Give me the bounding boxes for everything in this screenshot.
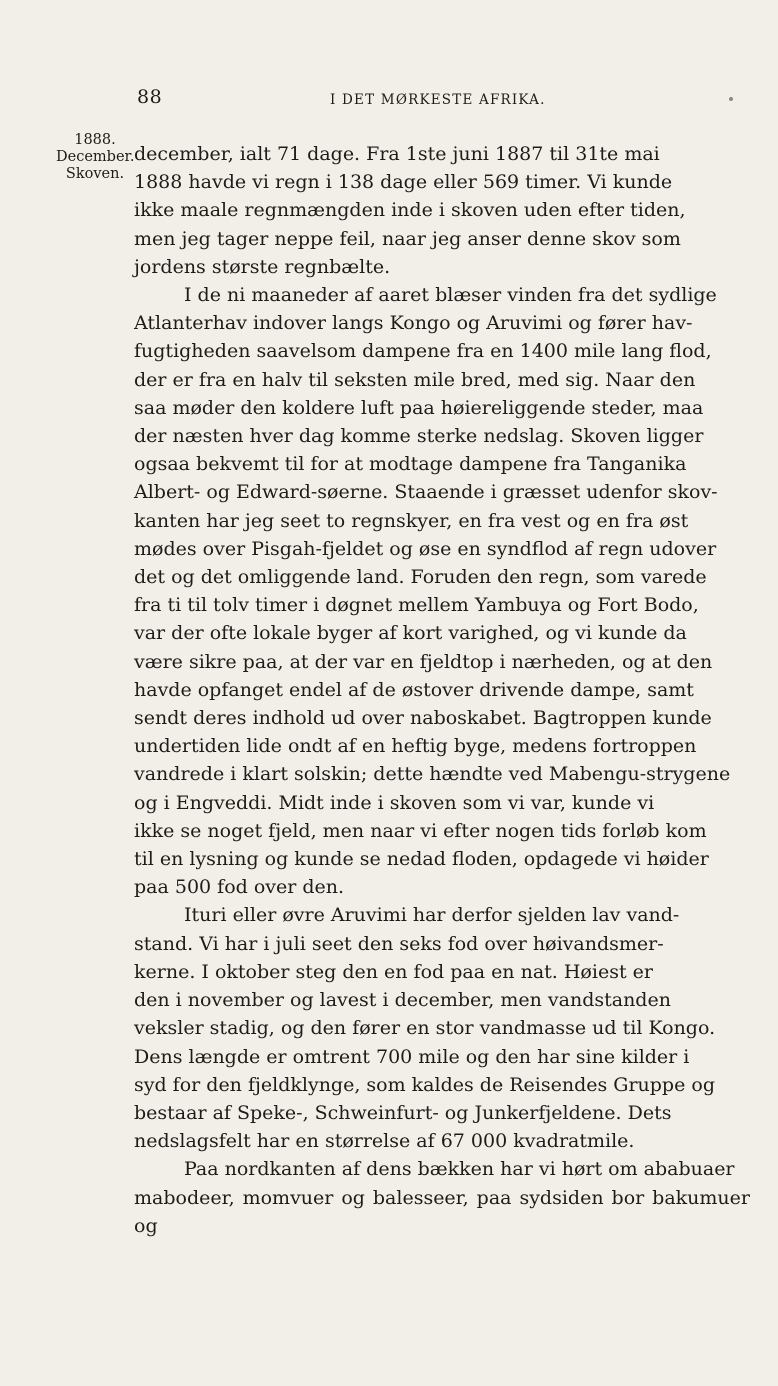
body-text (134, 140, 750, 1240)
paragraph-4: Paa nordkanten af dens bækken har vi hørt om ababuaer mabodeer, momvuer og balesseer, paa sydsiden bor bakumuer og (134, 1158, 750, 1237)
page-speck (729, 97, 733, 101)
paragraph-3: Ituri eller øvre Aruvimi har derfor sjelden lav vand- stand. Vi har i juli seet den seks fod over høivandsmer- kerne. I oktober steg den en fod paa en nat. Høiest er den i november og lavest i december, men vandstanden veksler stadig, og den fører en stor vandmasse ud til Kongo. Dens længde er omtrent 700 mile og den har sine kilder i syd for den fjeldklynge, som kaldes de Reisendes Gruppe og bestaar af Speke-, Schweinfurt- og Junkerfjeldene. Dets nedslagsfelt har en størrelse af 67 000 kvadratmile. (134, 904, 716, 1153)
margin-notes (56, 132, 134, 183)
margin-note-topic: Skoven. (65, 166, 125, 182)
margin-note-year: 1888. (74, 132, 116, 148)
page-number: 88 (137, 86, 163, 108)
paragraph-2: I de ni maaneder af aaret blæser vinden fra det sydlige Atlanterhav indover langs Kongo og Aruvimi og fører hav- fugtigheden saavelsom dampene fra en 1400 mile lang flod, der er fra en halv til seksten mile bred, med sig. Naar den saa møder den koldere luft paa høiereliggende steder, maa der næsten hver dag komme sterke nedslag. Skoven ligger ogsaa bekvemt til for at modtage dampene fra Tanganika Albert- og Edward-søerne. Staaende i græsset udenfor skov- kanten har jeg seet to regnskyer, en fra vest og en fra øst mødes over Pisgah-fjeldet og øse en syndflod af regn udover det og det omliggende land. Foruden den regn, som varede fra ti til tolv timer i døgnet mellem Yambuya og Fort Bodo, var der ofte lokale byger af kort varighed, og vi kunde da være sikre paa, at der var en fjeldtop i nærheden, og at den havde opfanget endel af de østover drivende dampe, samt sendt deres indhold ud over naboskabet. Bagtroppen kunde undertiden lide ondt af en heftig byge, medens fortroppen vandrede i klart solskin; dette hændte ved Mabengu-strygene og i Engveddi. Midt inde i skoven som vi var, kunde vi ikke se noget fjeld, men naar vi efter nogen tids forløb kom til en lysning og kunde se nedad floden, opdagede vi høider paa 500 fod over den. (134, 284, 731, 899)
running-head: I DET MØRKESTE AFRIKA. (330, 92, 546, 108)
paragraph-1: december, ialt 71 dage. Fra 1ste juni 1887 til 31te mai 1888 havde vi regn i 138 dage eller 569 timer. Vi kunde ikke maale regnmængden inde i skoven uden efter tiden, men jeg tager neppe feil, naar jeg anser denne skov som jordens største regnbælte. (134, 143, 686, 278)
margin-note-month: December. (56, 149, 135, 165)
